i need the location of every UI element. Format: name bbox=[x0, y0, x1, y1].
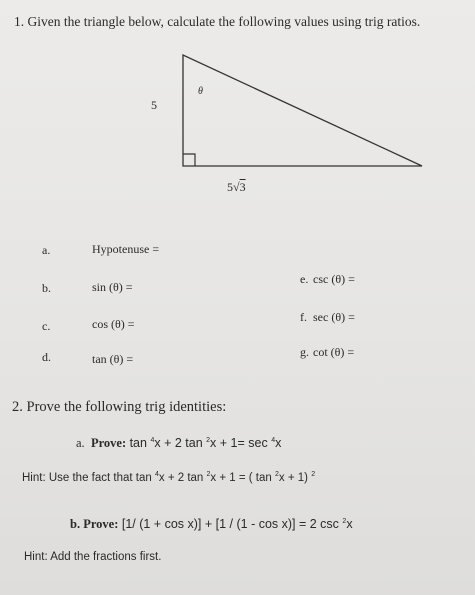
hint-a-2: x + 2 tan bbox=[158, 472, 207, 484]
proof-a-eq-2: x + 2 tan bbox=[154, 436, 207, 450]
side-label-vertical: 5 bbox=[151, 98, 157, 112]
triangle-shape bbox=[183, 55, 422, 166]
proof-a-exp-3: 4 bbox=[271, 436, 276, 444]
proof-a-exp-1: 4 bbox=[150, 436, 155, 444]
item-f-letter: f. bbox=[300, 310, 307, 324]
hint-a-3: x + 1 = ( tan bbox=[210, 472, 275, 484]
item-g-text: cot (θ) = bbox=[313, 345, 355, 359]
question-1-title: 1. Given the triangle below, calculate the following values using trig ratios. bbox=[14, 14, 421, 29]
right-angle-marker bbox=[183, 154, 195, 166]
item-b-letter: b. bbox=[42, 281, 51, 295]
question-2-title: 2. Prove the following trig identities: bbox=[12, 399, 227, 415]
right-triangle-diagram bbox=[0, 0, 475, 260]
hint-a-exp-3: 2 bbox=[275, 471, 279, 479]
item-d-text: tan (θ) = bbox=[92, 352, 134, 366]
hint-b: Hint: Add the fractions first. bbox=[24, 551, 162, 563]
hint-a-exp-1: 4 bbox=[154, 471, 159, 479]
proof-b-exp-1: 2 bbox=[342, 517, 347, 525]
proof-a-exp-2: 2 bbox=[206, 436, 211, 444]
proof-a-eq-3: x + 1= sec bbox=[210, 436, 272, 450]
side-label-radicand: 3 bbox=[239, 180, 246, 194]
item-e-text: csc (θ) = bbox=[313, 272, 355, 286]
side-label-coefficient: 5 bbox=[227, 180, 233, 194]
item-e-letter: e. bbox=[300, 272, 309, 286]
hint-a bbox=[22, 472, 315, 484]
proof-a-eq-4: x bbox=[275, 436, 282, 450]
hint-a-exp-2: 2 bbox=[206, 471, 211, 479]
angle-theta-label: θ bbox=[198, 86, 203, 97]
square-root-sign: √ bbox=[233, 180, 240, 194]
item-f-text: sec (θ) = bbox=[313, 310, 355, 324]
proof-a-label: Prove: bbox=[90, 436, 127, 450]
hint-a-4: x + 1) bbox=[278, 472, 312, 484]
item-c-letter: c. bbox=[42, 319, 51, 333]
proof-a-statement bbox=[76, 436, 281, 451]
item-b-text: sin (θ) = bbox=[92, 280, 133, 294]
item-g-letter: g. bbox=[300, 345, 309, 359]
hint-a-1: Hint: Use the fact that tan bbox=[22, 472, 155, 484]
proof-b-statement bbox=[70, 517, 353, 532]
proof-b-label: b. Prove: bbox=[70, 517, 119, 531]
item-c-text: cos (θ) = bbox=[92, 317, 135, 331]
item-d-letter: d. bbox=[42, 350, 51, 364]
hint-a-exp-4: 2 bbox=[311, 471, 316, 479]
proof-b-eq-2: x bbox=[346, 517, 353, 531]
proof-a-eq-1: tan bbox=[126, 436, 151, 450]
proof-b-eq-1: [1/ (1 + cos x)] + [1 / (1 - cos x)] = 2 csc bbox=[118, 517, 343, 531]
item-a-text: Hypotenuse = bbox=[92, 242, 160, 256]
proof-a-prefix: a. bbox=[76, 436, 85, 450]
item-a-letter: a. bbox=[42, 243, 51, 257]
side-label-horizontal bbox=[227, 180, 246, 195]
